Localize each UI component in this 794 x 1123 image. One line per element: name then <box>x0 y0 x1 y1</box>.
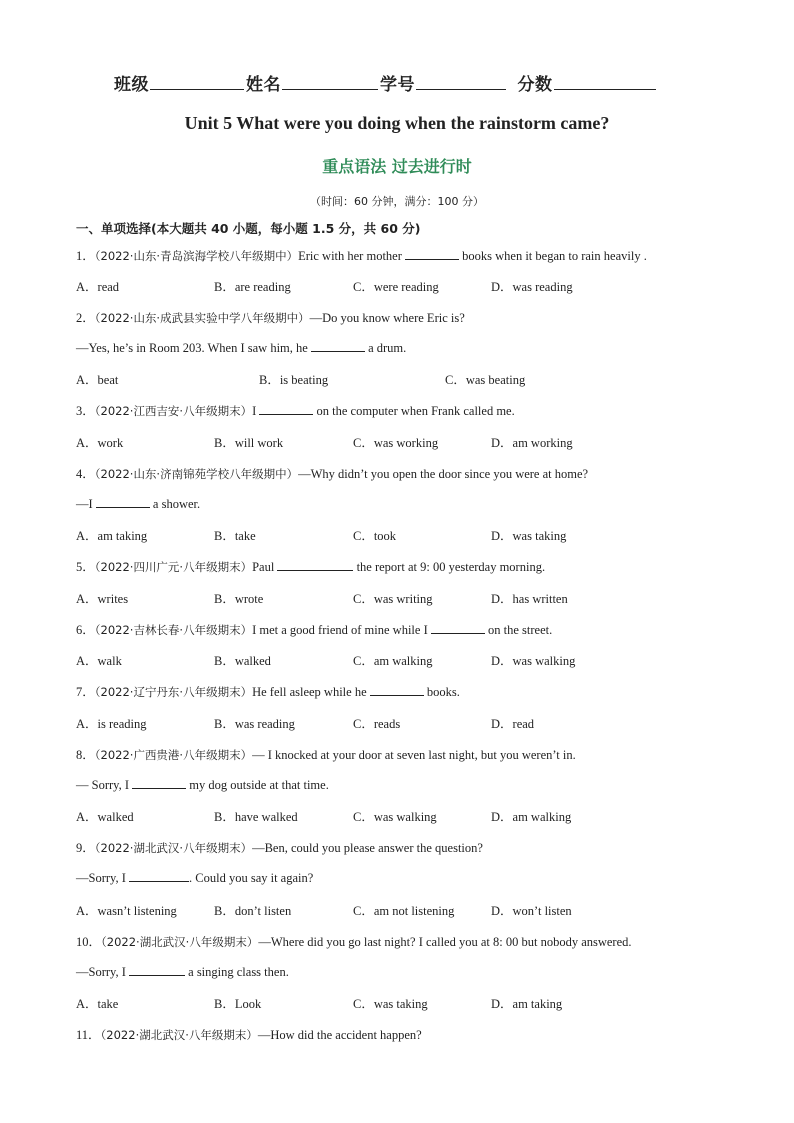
section-heading: 一、单项选择(本大题共 40 小题，每小题 1.5 分，共 60 分) <box>76 221 421 236</box>
question-source: （2022·湖北武汉·八年级期末） <box>94 841 253 855</box>
question-6-stem <box>76 620 552 638</box>
question-source: （2022·广西贵港·八年级期末） <box>94 748 253 762</box>
option-b: B．are reading <box>214 280 291 294</box>
stem-text: — Sorry, I <box>76 778 133 792</box>
option-b: B．don’t listen <box>214 904 292 918</box>
question-9-line2 <box>76 869 313 886</box>
question-source: （2022·江西吉安·八年级期末） <box>94 404 253 418</box>
stem-text: books. <box>423 685 460 699</box>
answer-blank <box>129 869 189 882</box>
stem-text: —Yes, he’s in Room 203. When I saw him, he <box>76 341 311 355</box>
option-c: C．reads <box>353 717 401 731</box>
option-d: D．has written <box>491 592 568 606</box>
question-9-stem <box>76 838 483 856</box>
stem-text: —How did the accident happen? <box>257 1028 422 1042</box>
option-a: A．writes <box>76 592 129 606</box>
question-10-line2 <box>76 963 289 980</box>
question-source: （2022·山东·济南锦苑学校八年级期中） <box>94 467 299 481</box>
score-blank <box>554 73 656 90</box>
option-a: A．work <box>76 436 124 450</box>
question-source: （2022·湖北武汉·八年级期末） <box>100 1028 258 1042</box>
question-source: （2022·山东·成武县实验中学八年级期中） <box>94 311 310 325</box>
option-d: D．am walking <box>491 810 572 824</box>
answer-blank <box>259 402 313 415</box>
name-blank <box>282 73 378 90</box>
question-3-stem <box>76 401 515 419</box>
stem-text: I met a good friend of mine while I <box>252 623 431 637</box>
question-number: 4． <box>76 467 95 481</box>
name-label: 姓名 <box>246 75 281 94</box>
option-c: C．was taking <box>353 997 428 1011</box>
stem-text: Eric with her mother <box>298 249 406 263</box>
question-4-line2 <box>76 495 200 512</box>
question-1-stem <box>76 246 647 264</box>
stem-text: He fell asleep while he <box>252 685 370 699</box>
answer-blank <box>129 963 185 976</box>
option-d: D．was taking <box>491 529 567 543</box>
answer-blank <box>311 339 365 352</box>
option-d: D．won’t listen <box>491 904 572 918</box>
option-a: A．am taking <box>76 529 148 543</box>
question-8-line2 <box>76 776 329 793</box>
question-2-stem <box>76 308 465 326</box>
option-d: D．read <box>491 717 535 731</box>
option-d: D．am working <box>491 436 573 450</box>
question-2-line2 <box>76 339 406 356</box>
answer-blank <box>132 776 186 789</box>
stem-text: —Do you know where Eric is? <box>309 311 465 325</box>
stem-text: a singing class then. <box>185 965 289 979</box>
stem-text: —Sorry, I <box>76 965 130 979</box>
question-number: 8． <box>76 748 95 762</box>
stem-text: I <box>252 404 260 418</box>
stem-text: — I knocked at your door at seven last night, but you weren’t in. <box>252 748 576 762</box>
stem-text: books when it began to rain heavily . <box>459 249 647 263</box>
answer-blank <box>96 495 150 508</box>
option-c: C．was working <box>353 436 439 450</box>
worksheet-title: Unit 5 What were you doing when the rainstorm came? <box>184 113 610 133</box>
student-info-line <box>114 70 658 95</box>
question-source: （2022·四川广元·八年级期末） <box>94 560 253 574</box>
stem-text: —Sorry, I <box>76 871 130 885</box>
score-label: 分数 <box>517 75 553 94</box>
question-source: （2022·吉林长春·八年级期末） <box>94 623 253 637</box>
id-label: 学号 <box>380 75 415 94</box>
option-d: D．am taking <box>491 997 563 1011</box>
question-8-stem <box>76 745 576 763</box>
option-c: C．was beating <box>445 373 526 387</box>
question-number: 1． <box>76 249 95 263</box>
stem-text: the report at 9: 00 yesterday morning. <box>353 560 546 574</box>
stem-text: on the computer when Frank called me. <box>313 404 515 418</box>
question-number: 9． <box>76 841 95 855</box>
question-source: （2022·辽宁丹东·八年级期末） <box>94 685 253 699</box>
question-4-stem <box>76 464 588 482</box>
question-number: 7． <box>76 685 95 699</box>
stem-text: on the street. <box>484 623 553 637</box>
option-b: B．was reading <box>214 717 295 731</box>
option-a: A．is reading <box>76 717 147 731</box>
option-b: B．walked <box>214 654 271 668</box>
stem-text: a shower. <box>149 497 201 511</box>
answer-blank <box>431 621 485 634</box>
option-a: A．wasn’t listening <box>76 904 177 918</box>
option-c: C．were reading <box>353 280 439 294</box>
option-c: C．am not listening <box>353 904 455 918</box>
option-d: D．was reading <box>491 280 573 294</box>
question-7-stem <box>76 682 460 700</box>
question-source: （2022·湖北武汉·八年级期末） <box>101 935 259 949</box>
question-number: 5． <box>76 560 95 574</box>
option-c: C．was walking <box>353 810 437 824</box>
question-number: 11． <box>76 1028 101 1042</box>
option-b: B．take <box>214 529 256 543</box>
question-11-stem <box>76 1025 422 1043</box>
stem-text: —Where did you go last night? I called you at 8: 00 but nobody answered. <box>258 935 632 949</box>
question-10-stem <box>76 932 632 950</box>
option-a: A．beat <box>76 373 119 387</box>
stem-text: —Ben, could you please answer the question? <box>252 841 483 855</box>
option-b: B．will work <box>214 436 284 450</box>
option-a: A．read <box>76 280 120 294</box>
option-d: D．was walking <box>491 654 576 668</box>
time-note: （时间：60 分钟，满分：100 分） <box>310 195 484 208</box>
question-source: （2022·山东·青岛滨海学校八年级期中） <box>94 249 299 263</box>
option-a: A．take <box>76 997 119 1011</box>
option-b: B．is beating <box>259 373 329 387</box>
option-a: A．walked <box>76 810 134 824</box>
class-blank <box>150 73 244 90</box>
question-number: 10． <box>76 935 102 949</box>
stem-text: my dog outside at that time. <box>186 778 329 792</box>
stem-text: a drum. <box>364 341 407 355</box>
option-c: C．took <box>353 529 397 543</box>
option-b: B．Look <box>214 997 262 1011</box>
answer-blank <box>405 247 459 260</box>
option-c: C．was writing <box>353 592 433 606</box>
id-blank <box>416 73 506 90</box>
stem-text: —Why didn’t you open the door since you were at home? <box>298 467 589 481</box>
question-number: 3． <box>76 404 95 418</box>
option-c: C．am walking <box>353 654 433 668</box>
option-b: B．wrote <box>214 592 264 606</box>
class-label: 班级 <box>114 75 149 94</box>
question-number: 6． <box>76 623 95 637</box>
stem-text: —I <box>76 497 96 511</box>
stem-text: . Could you say it again? <box>189 871 314 885</box>
answer-blank <box>277 558 353 571</box>
option-a: A．walk <box>76 654 122 668</box>
question-number: 2． <box>76 311 95 325</box>
answer-blank <box>370 683 424 696</box>
stem-text: Paul <box>252 560 278 574</box>
worksheet-subtitle: 重点语法 过去进行时 <box>322 157 472 176</box>
question-5-stem <box>76 557 545 575</box>
option-b: B．have walked <box>214 810 298 824</box>
